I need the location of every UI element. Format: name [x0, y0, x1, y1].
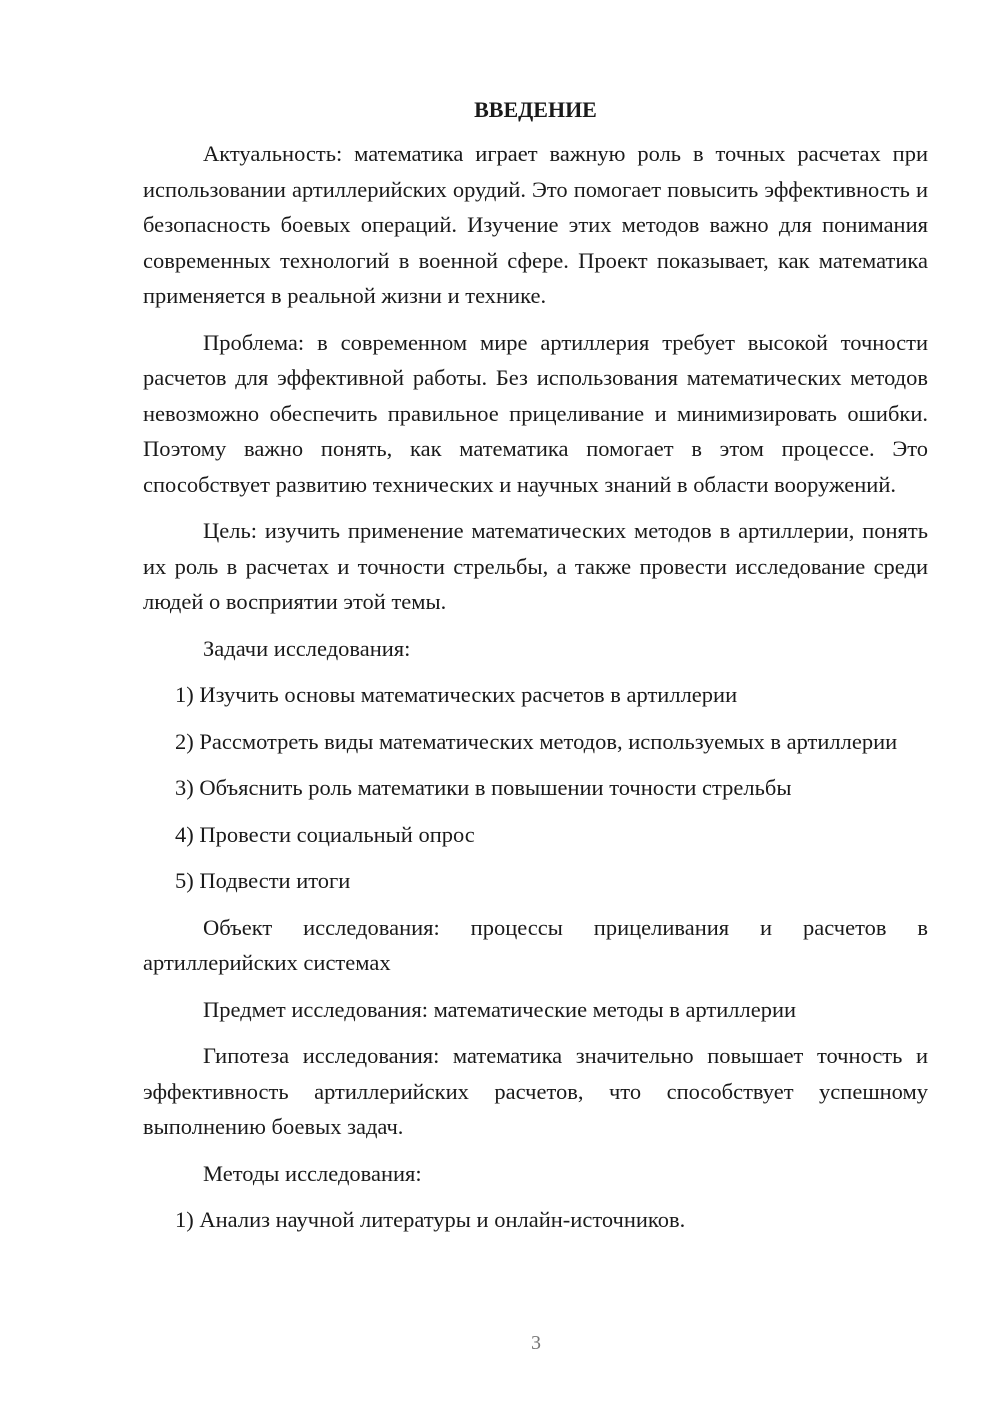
list-item-task-5: 5) Подвести итоги — [175, 868, 351, 893]
list-item-task-1: 1) Изучить основы математических расчетов в артиллерии — [175, 682, 738, 707]
page-number: 3 — [531, 1332, 541, 1354]
paragraph-object: Объект исследования: процессы прицеливания и расчетов в артиллерийских системах — [143, 914, 928, 975]
paragraph-methods-heading: Методы исследования: — [203, 1160, 422, 1186]
paragraph-hypothesis: Гипотеза исследования: математика значительно повышает точность и эффективность артиллерийских расчетов, что способствует успешному выполнению боевых задач. — [143, 1043, 928, 1139]
list-item-task-2: 2) Рассмотреть виды математических методов, используемых в артиллерии — [175, 728, 898, 754]
list-item-task-3: 3) Объяснить роль математики в повышении точности стрельбы — [175, 775, 792, 800]
document-page — [143, 92, 928, 1238]
paragraph-subject: Предмет исследования: математические методы в артиллерии — [203, 996, 797, 1022]
paragraph-goal: Цель: изучить применение математических методов в артиллерии, понять их роль в расчетах и точности стрельбы, а также провести исследование среди людей о восприятии этой темы. — [143, 518, 928, 614]
list-item-method-1: 1) Анализ научной литературы и онлайн-источников. — [175, 1207, 686, 1232]
paragraph-problem: Проблема: в современном мире артиллерия требует высокой точности расчетов для эффективной работы. Без использования математических методов невозможно обеспечить правильное прицеливание и минимизировать ошибки. Поэтому важно понять, как математика помогает в этом процессе. Это способствует развитию технических и научных знаний в области вооружений. — [143, 329, 928, 497]
paragraph-tasks-heading: Задачи исследования: — [203, 635, 411, 661]
section-title: ВВЕДЕНИЕ — [474, 97, 597, 122]
paragraph-relevance: Актуальность: математика играет важную роль в точных расчетах при использовании артиллерийских орудий. Это помогает повысить эффективность и безопасность боевых операций. Изучение этих методов важно для понимания современных технологий в военной сфере. Проект показывает, как математика применяется в реальной жизни и технике. — [143, 141, 928, 308]
list-item-task-4: 4) Провести социальный опрос — [175, 821, 475, 847]
